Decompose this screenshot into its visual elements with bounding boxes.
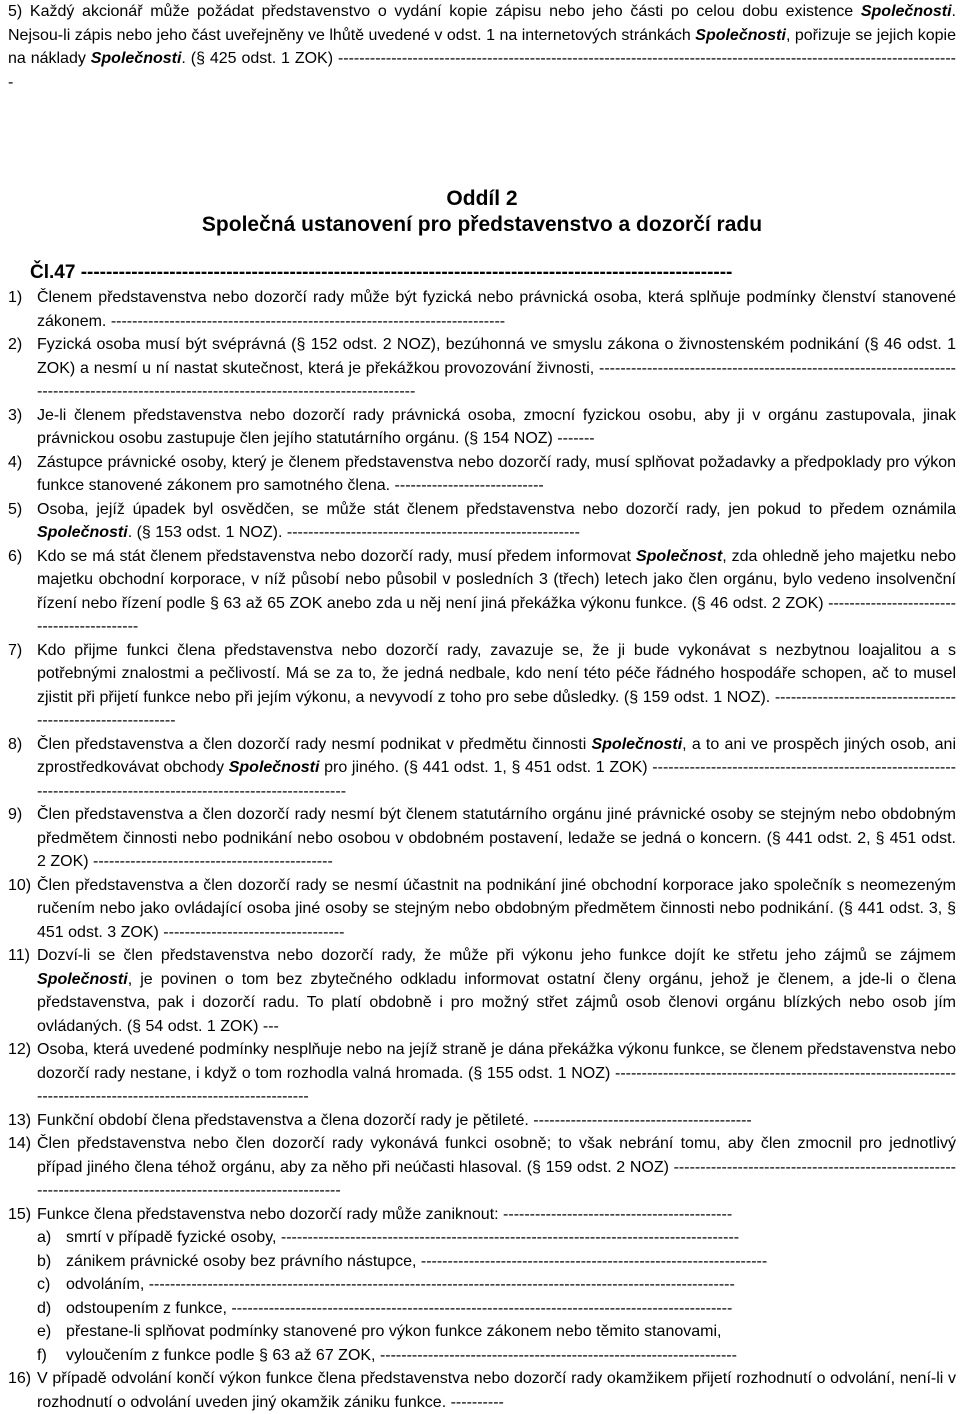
section-heading (8, 186, 956, 238)
item-list (8, 286, 956, 1414)
sub-list-item: f) vyloučením z funkce podle § 63 až 67 ZOK, ------------------------------------------------------------------- (37, 1346, 737, 1364)
company-name: Společnosti (90, 50, 182, 67)
list-item: 11) Dozví-li se člen představenstva nebo dozorčí rady, že může při výkonu jeho funkce dojít ke střetu jeho zájmů se zájmem Společnosti, je povinen o tom bez zbytečného odkladu informovat ostatní členy orgánu, jehož je členem, a jde-li o člena představenstva, pak i dozorčí radu. To platí obdobně i pro možný střet zájmů osob členovi orgánu blízkých nebo osob jím ovládaných. (§ 54 odst. 1 ZOK) --- (8, 947, 956, 1035)
list-item: 6) Kdo se má stát členem představenstva nebo dozorčí rady, musí předem informovat Společnost, zda ohledně jeho majetku nebo majetku obchodní korporace, v níž působí nebo působil v posledních 3 (třech) letech jako člen orgánu, bylo vedeno insolvenční řízení nebo řízení podle § 63 až 65 ZOK anebo zda u něj není jiná překážka výkonu funkce. (§ 46 odst. 2 ZOK) ------------------------------------------- (8, 547, 957, 635)
list-item: 15) Funkce člena představenstva nebo dozorčí rady může zaniknout: ------------------------------------------- (8, 1205, 733, 1223)
sub-list-item: c) odvoláním, -------------------------------------------------------------------------------------------------------------- (37, 1276, 735, 1293)
list-item: 4) Zástupce právnické osoby, který je členem představenstva nebo dozorčí rady, musí splňovat požadavky a předpoklady pro výkon funkce stanovené zákonem pro samotného člena. ---------------------------- (8, 453, 956, 494)
sub-list-item: e) přestane-li splňovat podmínky stanovené pro výkon funkce zákonem nebo těmito stanovami, (37, 1323, 722, 1340)
sub-list-item: a) smrtí v případě fyzické osoby, -------------------------------------------------------------------------------------- (37, 1229, 740, 1246)
list-item: 16) V případě odvolání končí výkon funkce člena představenstva nebo dozorčí rady okamžikem přijetí rozhodnutí o odvolání, není-li v rozhodnutí o odvolání uveden jiný okamžik zániku funkce. ---------- (8, 1370, 956, 1411)
section-title: Společná ustanovení pro představenstvo a dozorčí radu (201, 213, 763, 236)
list-item: 12) Osoba, která uvedené podmínky nesplňuje nebo na jejíž straně je dána překážka výkonu funkce, se členem představenstva nebo dozorčí rady nestane, i když o tom rozhodla valná hromada. (§ 155 odst. 1 NOZ) ------------------------------------------------------------------------------------------------------------------- (8, 1041, 956, 1105)
company-name: Společnost (635, 547, 723, 565)
list-item: 2) Fyzická osoba musí být svéprávná (§ 152 odst. 2 NOZ), bezúhonná ve smyslu zákona o živnostenském podnikání (§ 46 odst. 1 ZOK) a nesmí u ní nastat skutečnost, která je překážkou provozování živnosti, ------------------------------------------------------------------------------------------------------------------------------------------ (8, 336, 956, 400)
company-name: Společnosti (860, 3, 952, 20)
company-name: Společnosti (37, 970, 128, 988)
list-item: 7) Kdo přijme funkci člena představenstva nebo dozorčí rady, zavazuje se, že ji bude vykonávat s nezbytnou loajalitou a s potřebnými znalostmi a pečlivostí. Má se za to, že jedná nedbale, kdo není této péče řádného hospodáře schopen, ač to musel zjistit při přijetí funkce nebo při jejím výkonu, a nevyvodí z toho pro sebe důsledky. (§ 159 odst. 1 NOZ). ------------------------------------------------------------ (8, 641, 956, 729)
article-heading: Čl.47 ------------------------------------------------------------------------------------------------------- (30, 262, 733, 283)
list-item: 14) Člen představenstva nebo člen dozorčí rady vykonává funkci osobně; to však nebrání tomu, aby člen zmocnil pro jednotlivý případ jiného člena téhož orgánu, aby za něho při neúčasti hlasoval. (§ 159 odst. 2 NOZ) -------------------------------------------------------------------------------------------------------------- (8, 1135, 956, 1199)
list-item: 1) Členem představenstva nebo dozorčí rady může být fyzická nebo právnická osoba, která splňuje podmínky členství stanovené zákonem. -------------------------------------------------------------------------- (8, 289, 956, 330)
company-name: Společnosti (228, 759, 320, 776)
section-number: Oddíl 2 (446, 187, 518, 210)
company-name: Společnosti (695, 26, 786, 44)
sub-list-item: b) zánikem právnické osoby bez právního nástupce, ----------------------------------------------------------------- (37, 1252, 768, 1270)
list-item: 13) Funkční období člena představenstva a člena dozorčí rady je pětileté. ----------------------------------------- (8, 1111, 752, 1129)
company-name: Společnosti (37, 524, 128, 541)
sub-list-item: d) odstoupením z funkce, ---------------------------------------------------------------------------------------------- (37, 1299, 733, 1317)
company-name: Společnosti (591, 735, 683, 753)
list-item: 9) Člen představenstva a člen dozorčí rady nesmí být členem statutárního orgánu jiné právnické osoby se stejným nebo obdobným předmětem činnosti nebo podnikání nebo osobou v obdobném postavení, ledaže se jedná o koncern. (§ 441 odst. 2, § 451 odst. 2 ZOK) --------------------------------------------- (8, 806, 956, 870)
intro-paragraph: 5) Každý akcionář může požádat představenstvo o vydání kopie zápisu nebo jeho části po celou dobu existence Společnosti. Nejsou-li zápis nebo jeho část uveřejněny ve lhůtě uvedené v odst. 1 na internetových stránkách Společnosti, pořizuje se jejich kopie na náklady Společnosti. (§ 425 odst. 1 ZOK) --------------------------------------------------------------------------------------------------------------------- (8, 3, 956, 91)
list-item: 3) Je-li členem představenstva nebo dozorčí rady právnická osoba, zmocní fyzickou osobu, aby ji v orgánu zastupovala, jinak právnickou osobu zastupuje člen jejího statutárního orgánu. (§ 154 NOZ) ------- (8, 406, 956, 447)
document-page (8, 0, 956, 1414)
list-item: 8) Člen představenstva a člen dozorčí rady nesmí podnikat v předmětu činnosti Společnosti, a to ani ve prospěch jiných osob, ani zprostředkovávat obchody Společnosti pro jiného. (§ 441 odst. 1, § 451 odst. 1 ZOK) ------------------------------------------------------------------------------------------------------------------- (8, 735, 957, 800)
list-item: 10) Člen představenstva a člen dozorčí rady se nesmí účastnit na podnikání jiné obchodní korporace jako společník s neomezeným ručením nebo jako ovládající osoba jiné osoby se stejným nebo obdobným předmětem činnosti nebo podnikání. (§ 441 odst. 3, § 451 odst. 3 ZOK) ---------------------------------- (8, 876, 956, 941)
list-item: 5) Osoba, jejíž úpadek byl osvědčen, se může stát členem představenstva nebo dozorčí rady, jen pokud to předem oznámila Společnosti. (§ 153 odst. 1 NOZ). ------------------------------------------------------- (8, 500, 956, 541)
